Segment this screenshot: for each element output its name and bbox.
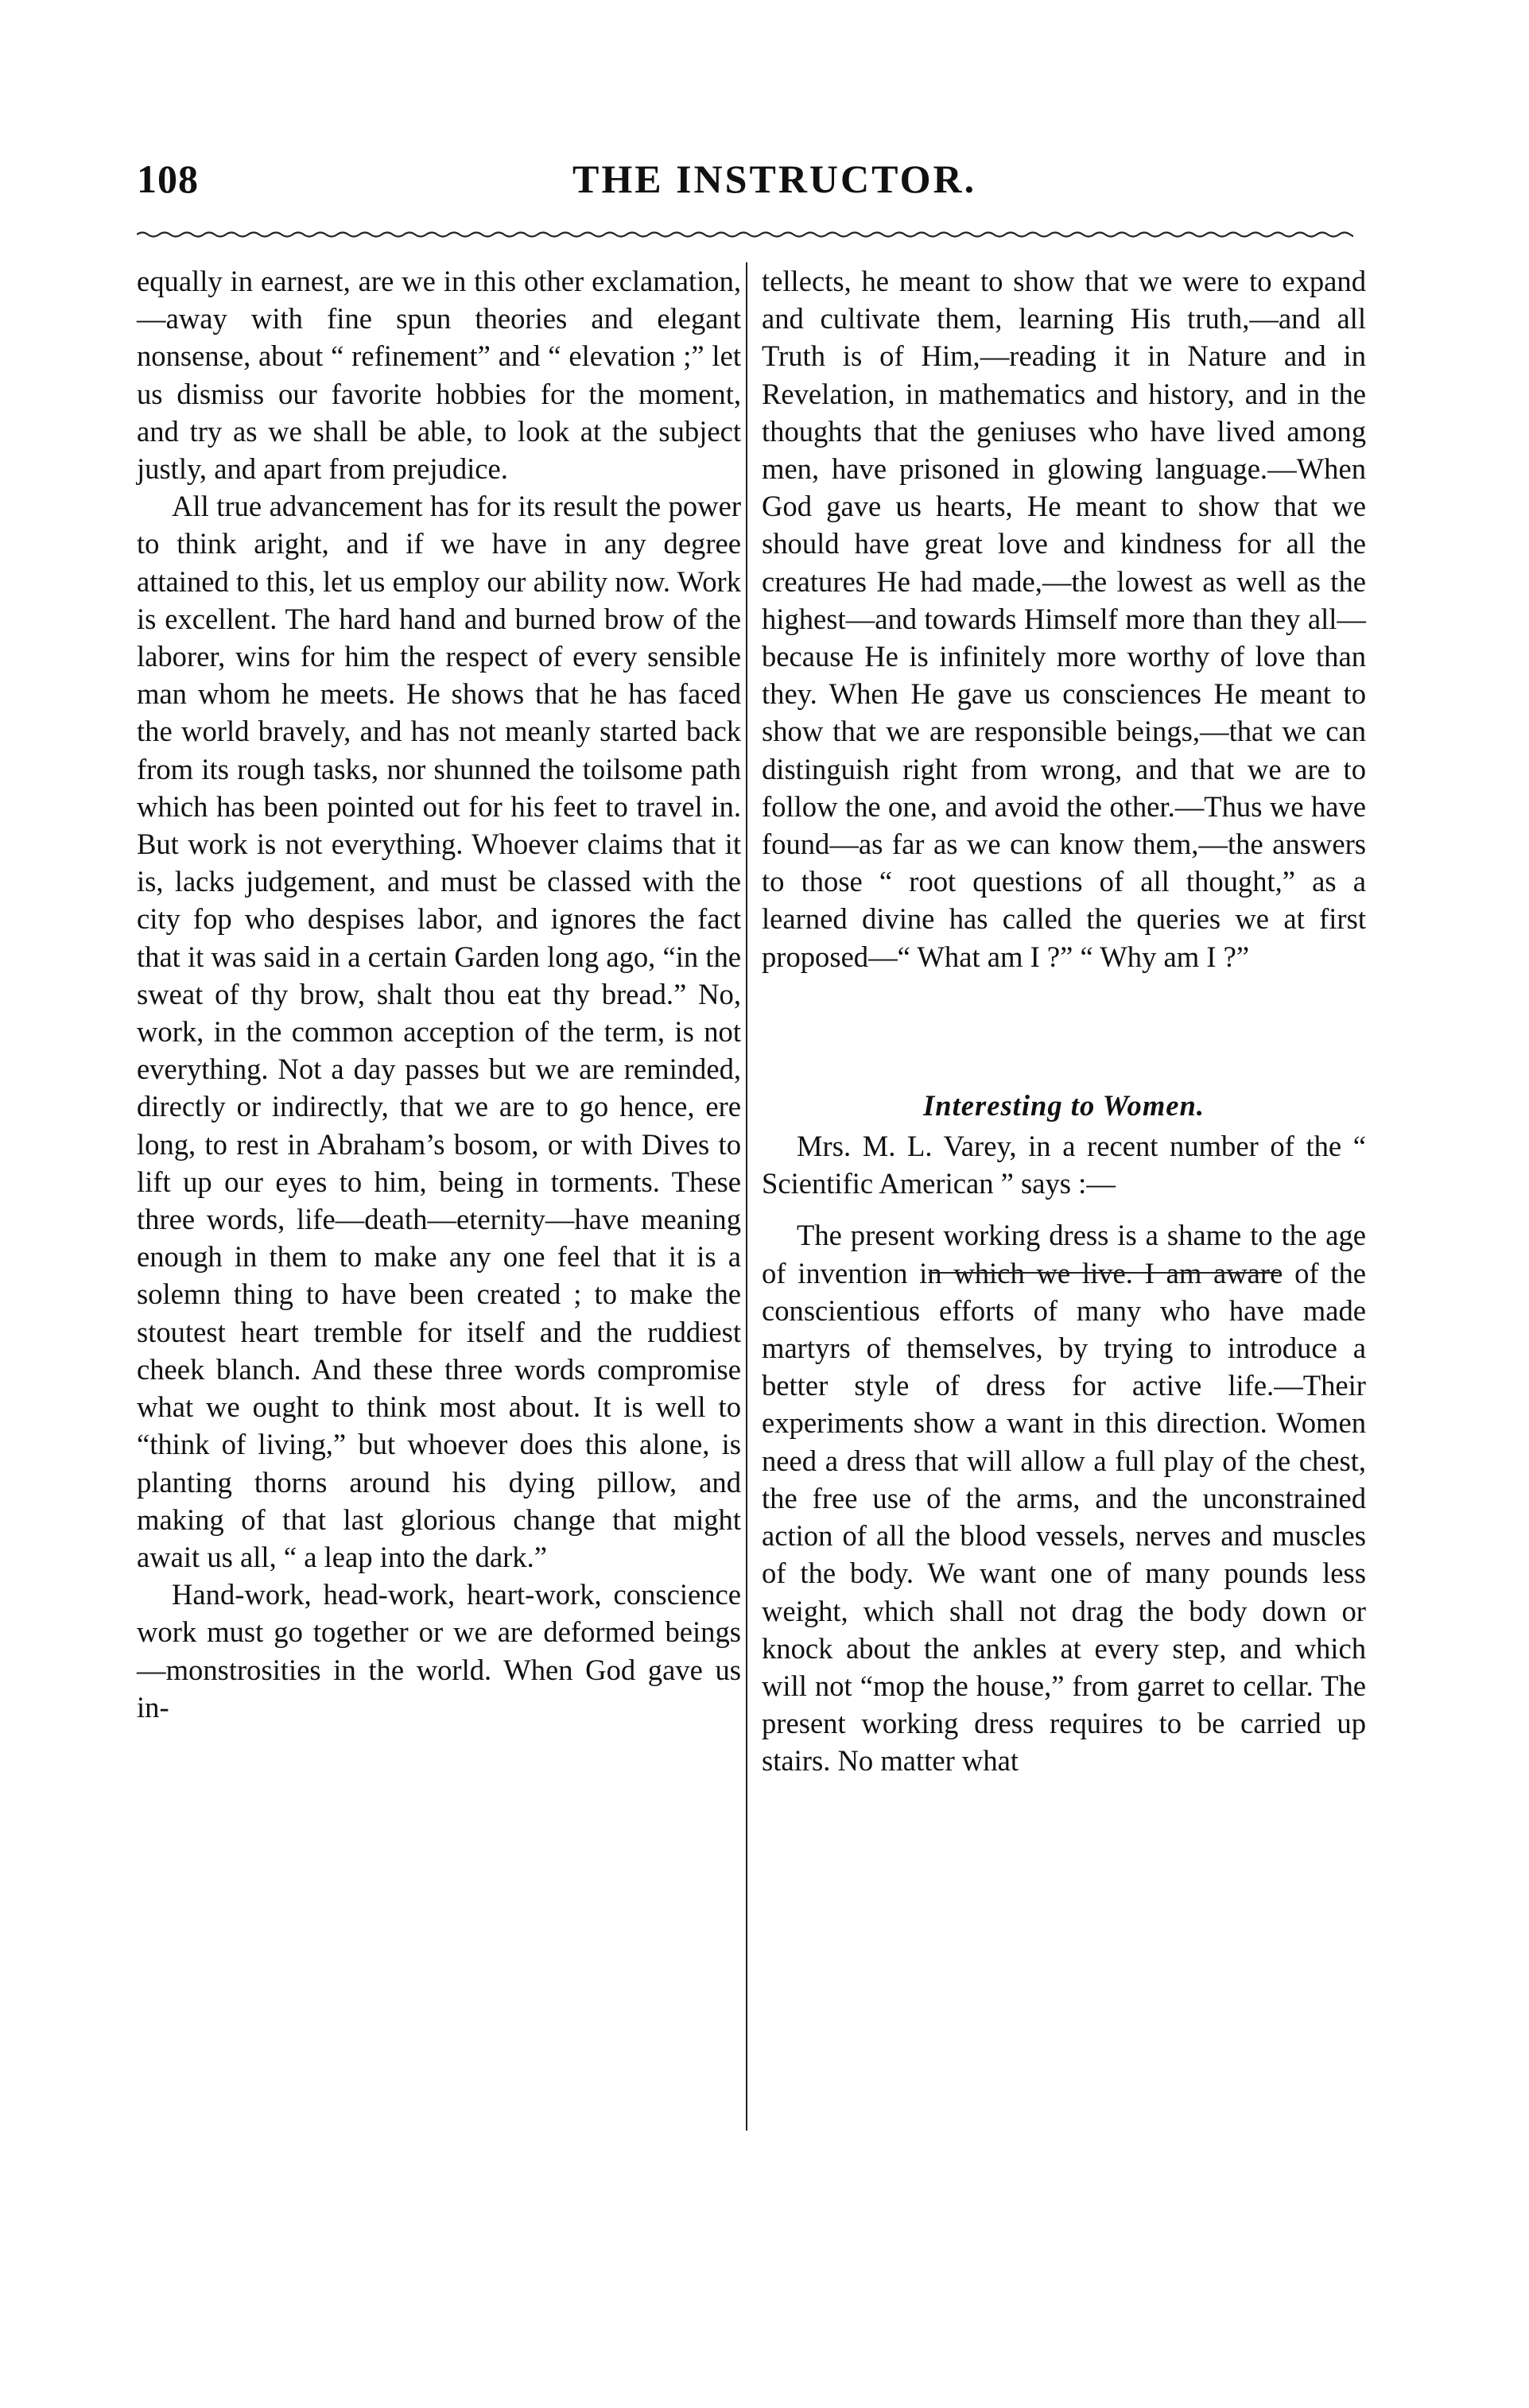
running-title: THE INSTRUCTOR.	[572, 157, 977, 201]
left-column	[137, 262, 741, 1726]
intro-paragraph: Mrs. M. L. Varey, in a recent number of the “ Scientific American ” says :—	[762, 1130, 1366, 1200]
wavy-header-rule	[137, 231, 1353, 238]
page-number: 108	[137, 157, 199, 201]
left-paragraph-1: equally in earnest, are we in this other exclamation,—away with fine spun theories and elegant nonsense, about “ refinement” and “ elevation ;” let us dismiss our favorite hobbies for the moment, and try as we shall be able, to look at the subject justly, and apart from prejudice.	[137, 265, 741, 486]
right-paragraph-1: tellects, he meant to show that we were to expand and cultivate them, learning His truth,—and all Truth is of Him,—reading it in Nature and in Revelation, in mathematics and history, and in the thoughts that the geniuses who have lived among men, have prisoned in glowing language.—When God gave us hearts, He meant to show that we should have great love and kindness for all the creatures He had made,—the lowest as well as the highest—and towards Himself more than they all—because He is infinitely more worthy of love than they. When He gave us consciences He meant to show that we are responsible beings,—that we can distinguish right from wrong, and that we are to follow the one, and avoid the other.—Thus we have found—as far as we can know them,—the answers to those “ root questions of all thought,” as a learned divine has called the queries we at first proposed—“ What am I ?” “ Why am I ?”	[762, 265, 1366, 973]
section-rule	[929, 1272, 1279, 1274]
right-paragraph-2: The present working dress is a shame to the age of invention in which we live. I am aware of the conscientious efforts of many who have made martyrs of themselves, by trying to introduce a better style of dress for active life.—Their experiments show a want in this direction. Women need a dress that will allow a full play of the chest, the free use of the arms, and the unconstrained action of all the blood vessels, nerves and muscles of the body. We want one of many pounds less weight, which shall not drag the body down or knock about the ankles at every step, and which will not “mop the house,” from garret to cellar. The present working dress requires to be carried up stairs. No matter what	[762, 1219, 1366, 1778]
column-divider	[746, 262, 747, 2131]
left-paragraph-2: All true advancement has for its result the power to think aright, and if we have in any degree attained to this, let us employ our ability now. Work is excellent. The hard hand and burned brow of the laborer, wins for him the respect of every sensible man whom he meets. He shows that he has faced the world bravely, and has not meanly started back from its rough tasks, nor shunned the toilsome path which has been pointed out for his feet to travel in. But work is not everything. Whoever claims that it is, lacks judgement, and must be classed with the city fop who despises labor, and ignores the fact that it was said in a certain Garden long ago, “in the sweat of thy brow, shalt thou eat thy bread.” No, work, in the common acception of the term, is not everything. Not a day passes but we are reminded, directly or indirectly, that we are to go hence, ere long, to rest in Abraham’s bosom, or with Dives to lift up our eyes to him, being in torments. These three words, life—death—eternity—have meaning enough in them to make any one feel that it is a solemn thing to have been created ; to make the stoutest heart tremble for itself and the ruddiest cheek blanch. And these three words compromise what we ought to think most about. It is well to “think of living,” but whoever does this alone, is planting thorns around his dying pillow, and making of that last glorious change that might await us all, “ a leap into the dark.”	[137, 490, 741, 1573]
right-column	[762, 262, 1366, 1780]
section-heading: Interesting to Women.	[923, 1088, 1205, 1122]
left-paragraph-3: Hand-work, head-work, heart-work, conscience work must go together or we are deformed beings—monstrosities in the world. When God gave us in-	[137, 1578, 741, 1724]
